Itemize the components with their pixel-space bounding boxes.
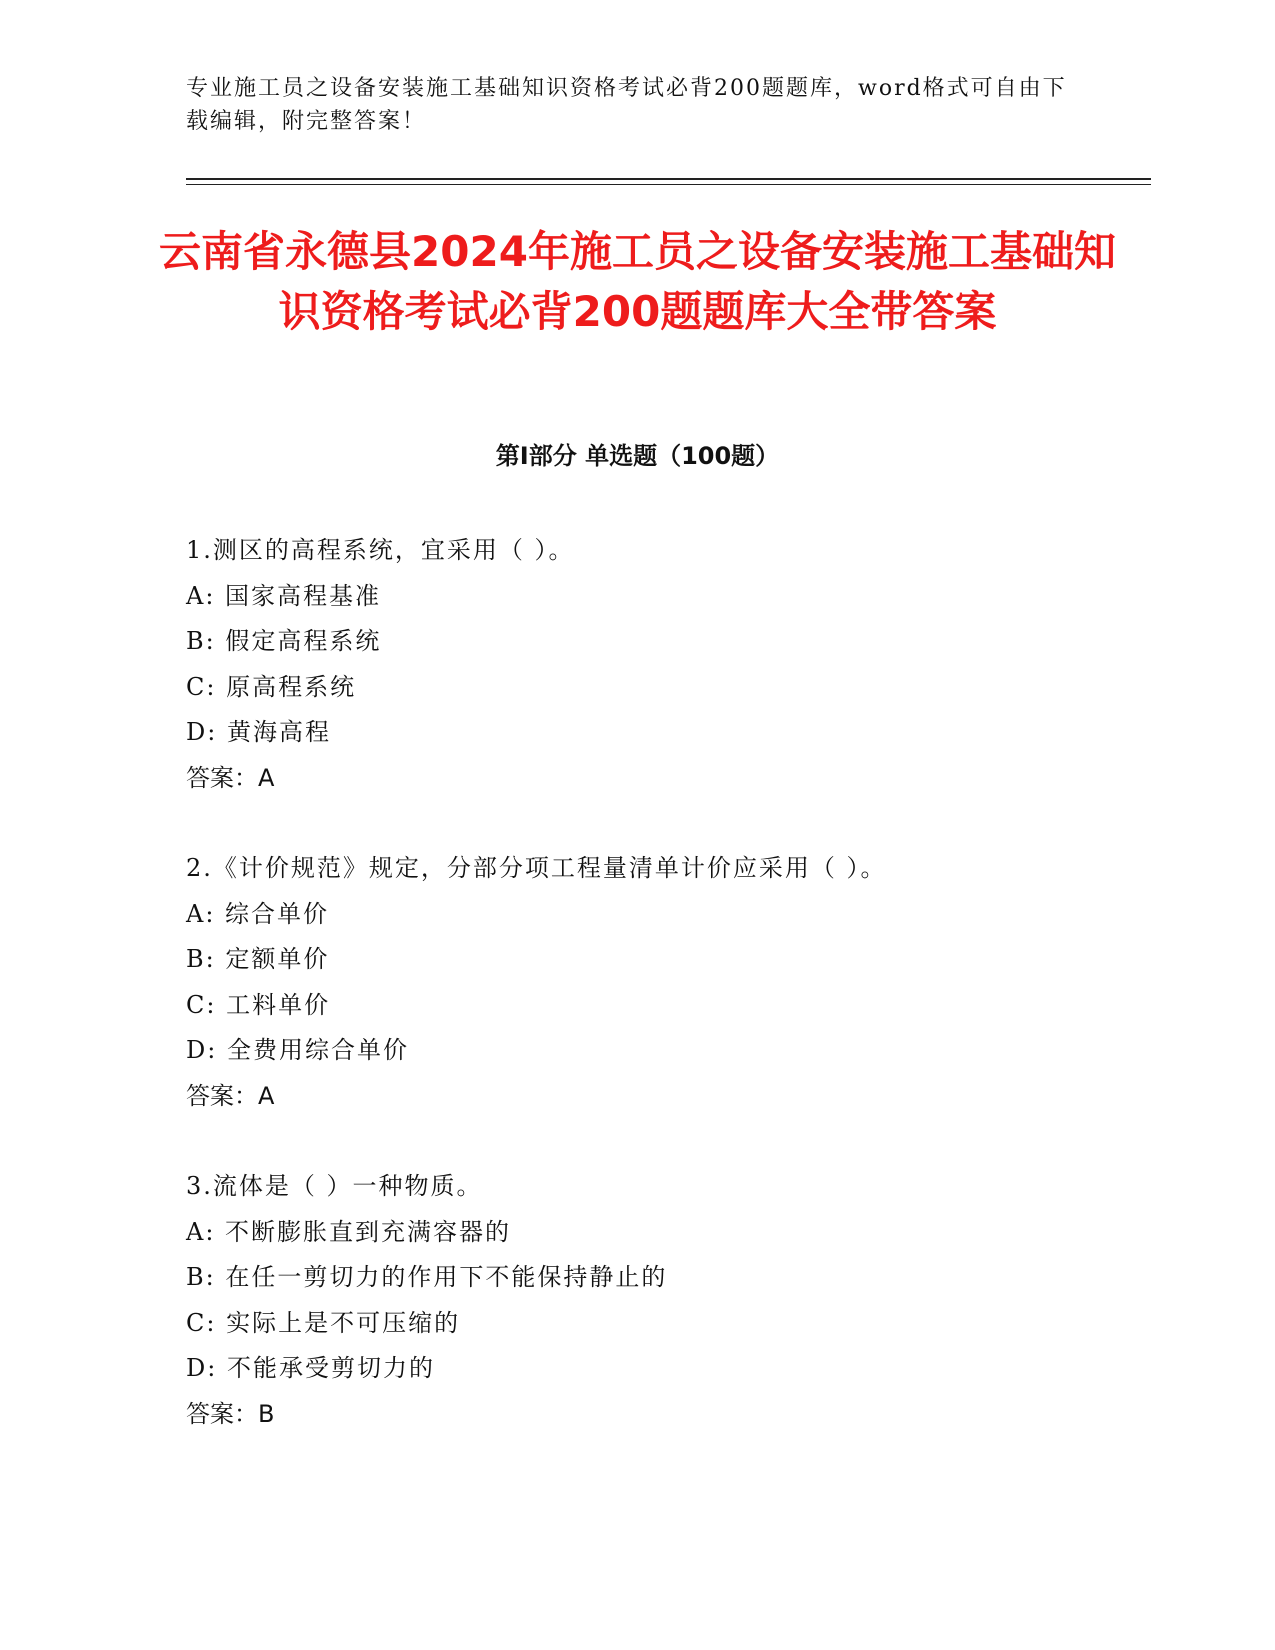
question-list	[186, 528, 1146, 1482]
option-b: B: 定额单价	[186, 945, 330, 973]
question-2	[186, 846, 1146, 1119]
option-c: C: 原高程系统	[186, 672, 357, 701]
question-1	[186, 528, 1146, 801]
section-heading: 第I部分 单选题（100题）	[495, 442, 780, 470]
question-stem: 3.流体是（ ）一种物质。	[186, 1172, 483, 1200]
option-a: A: 综合单价	[186, 899, 330, 928]
answer-line: 答案：A	[186, 763, 275, 792]
header-note: 专业施工员之设备安装施工基础知识资格考试必背200题题库，word格式可自由下载编辑，附完整答案！	[186, 76, 1067, 134]
document-title: 云南省永德县2024年施工员之设备安装施工基础知识资格考试必背200题题库大全带答案	[159, 227, 1116, 336]
option-d: D: 不能承受剪切力的	[186, 1354, 435, 1382]
answer-line: 答案：B	[186, 1399, 275, 1428]
header-divider-thin	[186, 184, 1151, 185]
option-a: A: 不断膨胀直到充满容器的	[186, 1217, 512, 1246]
question-3	[186, 1164, 1146, 1437]
option-c: C: 工料单价	[186, 990, 331, 1019]
option-d: D: 黄海高程	[186, 718, 331, 746]
option-b: B: 在任一剪切力的作用下不能保持静止的	[186, 1263, 668, 1291]
header-divider-thick	[186, 178, 1151, 180]
option-b: B: 假定高程系统	[186, 627, 382, 655]
option-d: D: 全费用综合单价	[186, 1036, 409, 1064]
question-stem: 2.《计价规范》规定，分部分项工程量清单计价应采用（ ）。	[186, 854, 887, 882]
question-stem: 1.测区的高程系统，宜采用（ ）。	[186, 536, 575, 564]
answer-line: 答案：A	[186, 1081, 275, 1110]
option-c: C: 实际上是不可压缩的	[186, 1308, 461, 1337]
option-a: A: 国家高程基准	[186, 581, 382, 610]
